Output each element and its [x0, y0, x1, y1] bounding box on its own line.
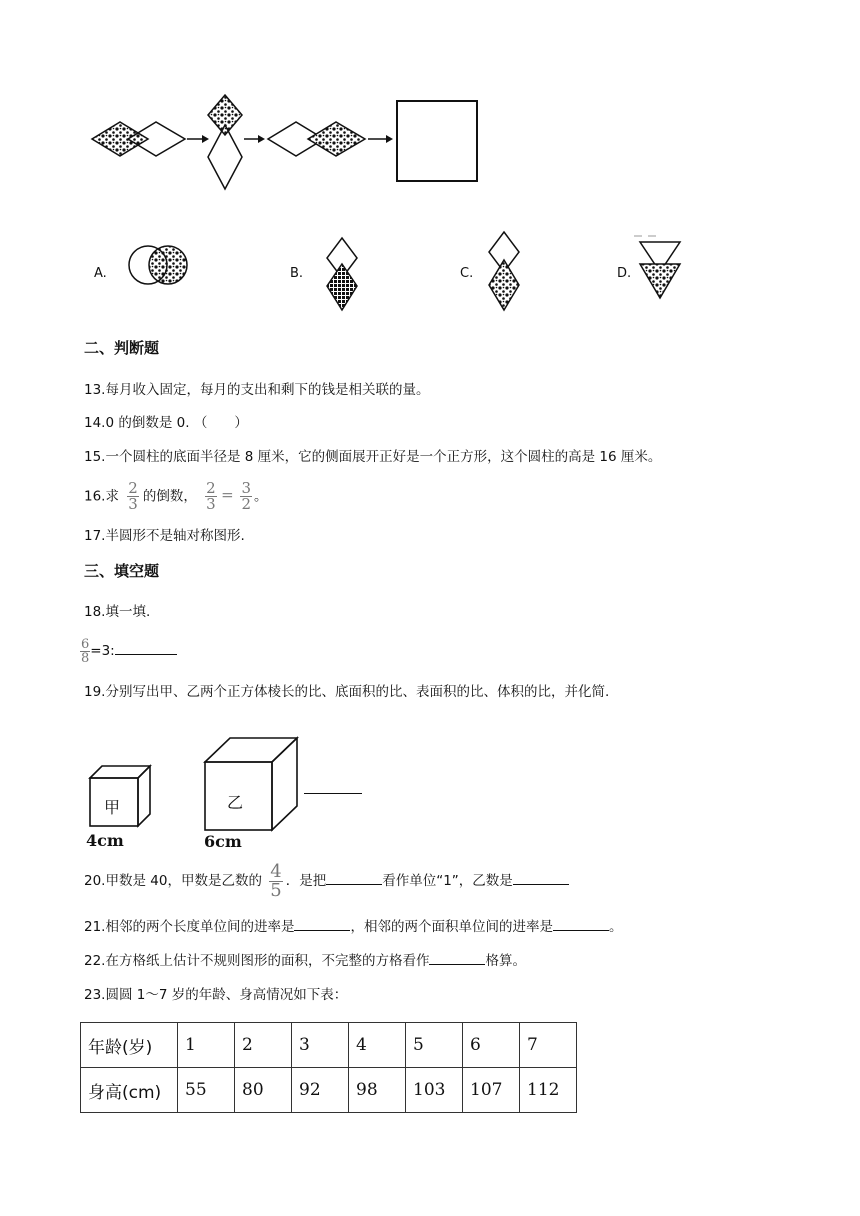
- table-header-height: 身高(cm): [81, 1068, 178, 1113]
- cube-yi-figure: [200, 736, 302, 834]
- table-cell: 5: [406, 1023, 463, 1068]
- question-19: 19.分别写出甲、乙两个正方体棱长的比、底面积的比、表面积的比、体积的比，并化简.: [84, 684, 610, 700]
- numerator: 4: [270, 860, 282, 882]
- option-d-figure[interactable]: [634, 234, 686, 302]
- option-c-figure[interactable]: [484, 230, 524, 316]
- cube-jia-size: 4cm: [86, 831, 124, 850]
- option-b-figure[interactable]: [322, 236, 362, 316]
- table-cell: 4: [349, 1023, 406, 1068]
- table-cell: 6: [463, 1023, 520, 1068]
- table-row-height: [81, 1068, 577, 1113]
- question-15: 15.一个圆柱的底面半径是 8 厘米，它的侧面展开正好是一个正方形，这个圆柱的高是 16 厘米。: [84, 449, 662, 465]
- cube-jia-label: 甲: [104, 798, 121, 817]
- table-cell: 2: [235, 1023, 292, 1068]
- denominator: 3: [128, 495, 138, 513]
- equals-sign: ＝: [220, 488, 235, 505]
- question-16-prefix: 16.求: [84, 488, 119, 505]
- fraction-four-fifths: [269, 860, 282, 901]
- table-cell: 7: [520, 1023, 577, 1068]
- question-22-part-b: 格算。: [485, 953, 526, 969]
- denominator: 5: [270, 879, 282, 901]
- fraction-two-thirds-b: [205, 481, 217, 512]
- question-22-part-a: 22.在方格纸上估计不规则图形的面积，不完整的方格看作: [84, 953, 430, 969]
- question-20-part-a: 20.甲数是 40，甲数是乙数的: [84, 873, 262, 889]
- fraction-two-thirds: [127, 481, 139, 512]
- question-22: [84, 952, 526, 970]
- question-16-mid: 的倒数，: [142, 488, 197, 505]
- denominator: 3: [206, 495, 216, 513]
- question-23: 23.圆圆 1～7 岁的年龄、身高情况如下表：: [84, 987, 348, 1003]
- answer-blank[interactable]: [553, 918, 609, 931]
- question-18: 18.填一填.: [84, 604, 151, 620]
- table-cell: 107: [463, 1068, 520, 1113]
- option-a-label[interactable]: A.: [94, 266, 107, 281]
- question-14: 14.0 的倒数是 0. （ ）: [84, 415, 248, 431]
- question-20-part-c: 看作单位“1”，乙数是: [382, 873, 513, 889]
- option-c-label[interactable]: C.: [460, 266, 474, 281]
- question-18-expression: [80, 636, 177, 666]
- table-cell: 1: [178, 1023, 235, 1068]
- question-21-part-b: ，相邻的两个面积单位间的进率是: [350, 919, 553, 935]
- option-a-figure[interactable]: [126, 244, 190, 286]
- question-17: 17.半圆形不是轴对称图形.: [84, 528, 245, 544]
- table-cell: 3: [292, 1023, 349, 1068]
- fraction-three-halves: [240, 481, 252, 512]
- answer-blank[interactable]: [294, 918, 350, 931]
- question-21: [84, 918, 622, 936]
- answer-blank[interactable]: [115, 642, 177, 655]
- cube-jia-figure: [86, 762, 156, 832]
- table-cell: 55: [178, 1068, 235, 1113]
- pattern-sequence-figure: [80, 85, 500, 200]
- numerator: 6: [81, 636, 90, 652]
- question-21-part-a: 21.相邻的两个长度单位间的进率是: [84, 919, 295, 935]
- option-d-label[interactable]: D.: [617, 266, 632, 281]
- denominator: 8: [81, 650, 90, 666]
- table-row-age: [81, 1023, 577, 1068]
- numerator: 2: [206, 479, 216, 497]
- fraction-six-eighths: [80, 638, 90, 665]
- table-header-age: 年龄(岁): [81, 1023, 178, 1068]
- option-b-label[interactable]: B.: [290, 266, 304, 281]
- denominator: 2: [241, 495, 252, 513]
- table-cell: 103: [406, 1068, 463, 1113]
- answer-blank-19[interactable]: [304, 793, 362, 794]
- age-height-table: [80, 1022, 577, 1113]
- section-judge-title: 二、判断题: [84, 339, 160, 357]
- question-20: [84, 861, 569, 901]
- question-21-part-c: 。: [608, 919, 623, 935]
- question-20-part-b: ．是把: [285, 873, 327, 889]
- table-cell: 98: [349, 1068, 406, 1113]
- question-16-end: 。: [254, 488, 268, 505]
- table-cell: 92: [292, 1068, 349, 1113]
- numerator: 3: [241, 479, 252, 497]
- numerator: 2: [128, 479, 138, 497]
- table-cell: 112: [520, 1068, 577, 1113]
- cube-yi-label: 乙: [227, 793, 244, 812]
- answer-blank[interactable]: [326, 872, 382, 885]
- ratio-text: =3:: [90, 643, 115, 659]
- question-16: [84, 481, 268, 512]
- section-fill-title: 三、填空题: [84, 562, 160, 580]
- cube-yi-size: 6cm: [204, 832, 242, 851]
- answer-blank[interactable]: [429, 952, 485, 965]
- question-13: 13.每月收入固定，每月的支出和剩下的钱是相关联的量。: [84, 382, 430, 398]
- answer-blank[interactable]: [513, 872, 569, 885]
- table-cell: 80: [235, 1068, 292, 1113]
